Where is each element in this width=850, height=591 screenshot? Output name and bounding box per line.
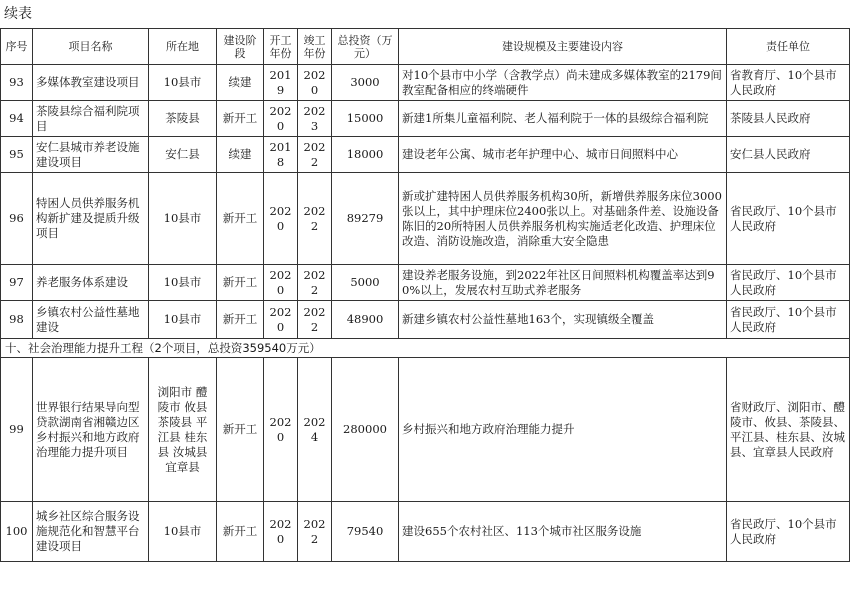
cell-location: 10县市 (149, 65, 217, 101)
cell-end: 2023 (298, 101, 332, 137)
header-start-year: 开工年份 (264, 29, 298, 65)
cell-stage: 新开工 (217, 502, 264, 562)
cell-investment: 15000 (332, 101, 399, 137)
cell-name: 多媒体教室建设项目 (33, 65, 149, 101)
cell-investment: 79540 (332, 502, 399, 562)
cell-unit: 茶陵县人民政府 (727, 101, 850, 137)
cell-end: 2024 (298, 358, 332, 502)
cell-investment: 18000 (332, 137, 399, 173)
cell-no: 96 (1, 173, 33, 265)
header-no: 序号 (1, 29, 33, 65)
table-row (1, 301, 850, 339)
cell-stage: 新开工 (217, 301, 264, 339)
table-row (1, 265, 850, 301)
table-row (1, 173, 850, 265)
cell-no: 97 (1, 265, 33, 301)
cell-name: 养老服务体系建设 (33, 265, 149, 301)
cell-unit: 省民政厅、10个县市人民政府 (727, 502, 850, 562)
cell-investment: 5000 (332, 265, 399, 301)
cell-no: 93 (1, 65, 33, 101)
cell-location: 10县市 (149, 301, 217, 339)
cell-name: 茶陵县综合福利院项目 (33, 101, 149, 137)
cell-end: 2022 (298, 173, 332, 265)
cell-end: 2020 (298, 65, 332, 101)
table-row (1, 101, 850, 137)
cell-unit: 省民政厅、10个县市人民政府 (727, 173, 850, 265)
cell-no: 98 (1, 301, 33, 339)
cell-end: 2022 (298, 301, 332, 339)
header-location: 所在地 (149, 29, 217, 65)
project-table (0, 28, 850, 562)
cell-no: 94 (1, 101, 33, 137)
cell-investment: 280000 (332, 358, 399, 502)
cell-stage: 新开工 (217, 358, 264, 502)
cell-no: 95 (1, 137, 33, 173)
section-title: 十、社会治理能力提升工程（2个项目，总投资359540万元） (1, 339, 850, 358)
cell-content: 新建1所集儿童福利院、老人福利院于一体的县级综合福利院 (399, 101, 727, 137)
table-row (1, 358, 850, 502)
cell-stage: 新开工 (217, 173, 264, 265)
cell-location: 10县市 (149, 173, 217, 265)
cell-investment: 48900 (332, 301, 399, 339)
cell-stage: 续建 (217, 137, 264, 173)
cell-stage: 新开工 (217, 101, 264, 137)
cell-investment: 3000 (332, 65, 399, 101)
cell-location: 10县市 (149, 502, 217, 562)
cell-no: 100 (1, 502, 33, 562)
cell-name: 城乡社区综合服务设施规范化和智慧平台建设项目 (33, 502, 149, 562)
cell-end: 2022 (298, 265, 332, 301)
cell-unit: 省教育厅、10个县市人民政府 (727, 65, 850, 101)
cell-unit: 省民政厅、10个县市人民政府 (727, 265, 850, 301)
cell-unit: 省民政厅、10个县市人民政府 (727, 301, 850, 339)
table-row (1, 502, 850, 562)
cell-location: 10县市 (149, 265, 217, 301)
cell-start: 2020 (264, 173, 298, 265)
header-row (1, 29, 850, 65)
cell-start: 2019 (264, 65, 298, 101)
cell-start: 2020 (264, 502, 298, 562)
header-investment: 总投资（万元） (332, 29, 399, 65)
cell-name: 世界银行结果导向型贷款湖南省湘赣边区乡村振兴和地方政府治理能力提升项目 (33, 358, 149, 502)
cell-name: 乡镇农村公益性墓地建设 (33, 301, 149, 339)
cell-end: 2022 (298, 137, 332, 173)
cell-unit: 安仁县人民政府 (727, 137, 850, 173)
cell-start: 2020 (264, 358, 298, 502)
cell-start: 2020 (264, 265, 298, 301)
cell-location: 茶陵县 (149, 101, 217, 137)
cell-content: 建设老年公寓、城市老年护理中心、城市日间照料中心 (399, 137, 727, 173)
header-stage: 建设阶段 (217, 29, 264, 65)
cell-name: 安仁县城市养老设施建设项目 (33, 137, 149, 173)
cell-stage: 新开工 (217, 265, 264, 301)
cell-name: 特困人员供养服务机构新扩建及提质升级项目 (33, 173, 149, 265)
header-name: 项目名称 (33, 29, 149, 65)
cell-location: 浏阳市 醴陵市 攸县 茶陵县 平江县 桂东县 汝城县 宜章县 (149, 358, 217, 502)
cell-start: 2020 (264, 301, 298, 339)
cell-content: 建设养老服务设施，到2022年社区日间照料机构覆盖率达到90%以上，发展农村互助式养老服务 (399, 265, 727, 301)
cell-location: 安仁县 (149, 137, 217, 173)
cell-stage: 续建 (217, 65, 264, 101)
cell-investment: 89279 (332, 173, 399, 265)
section-row (1, 339, 850, 358)
header-unit: 责任单位 (727, 29, 850, 65)
table-caption: 续表 (4, 6, 32, 22)
header-end-year: 竣工年份 (298, 29, 332, 65)
cell-start: 2020 (264, 101, 298, 137)
table-row (1, 137, 850, 173)
cell-content: 新或扩建特困人员供养服务机构30所，新增供养服务床位3000张以上，其中护理床位2400张以上。对基础条件差、设施设备陈旧的20所特困人员供养服务机构实施适老化改造、护理床位改造、消防设施改造，消除重大安全隐患 (399, 173, 727, 265)
cell-unit: 省财政厅、浏阳市、醴陵市、攸县、茶陵县、平江县、桂东县、汝城县、宜章县人民政府 (727, 358, 850, 502)
cell-start: 2018 (264, 137, 298, 173)
cell-no: 99 (1, 358, 33, 502)
cell-content: 建设655个农村社区、113个城市社区服务设施 (399, 502, 727, 562)
cell-content: 乡村振兴和地方政府治理能力提升 (399, 358, 727, 502)
cell-end: 2022 (298, 502, 332, 562)
header-content: 建设规模及主要建设内容 (399, 29, 727, 65)
cell-content: 新建乡镇农村公益性墓地163个，实现镇级全覆盖 (399, 301, 727, 339)
table-row (1, 65, 850, 101)
cell-content: 对10个县市中小学（含教学点）尚未建成多媒体教室的2179间教室配备相应的终端硬件 (399, 65, 727, 101)
